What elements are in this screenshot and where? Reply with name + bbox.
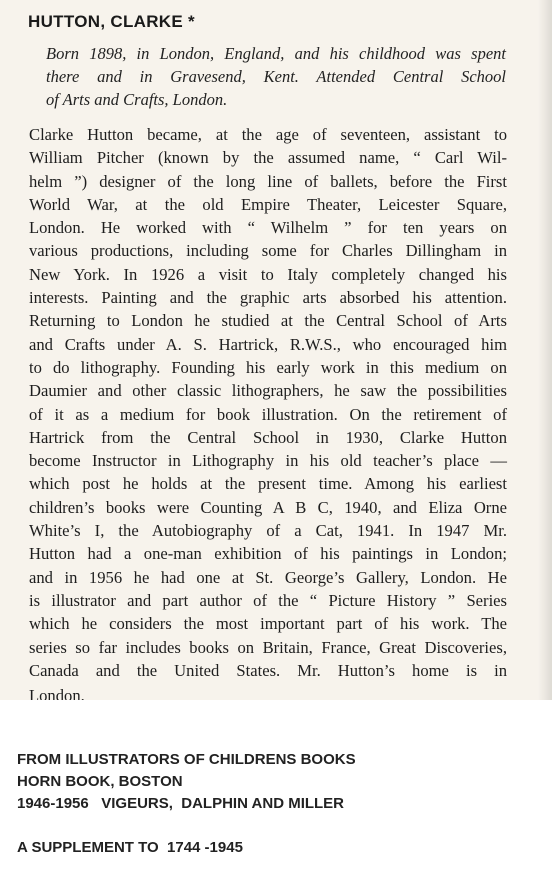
body-line: is illustrator and part author of the “ Picture History ” Series xyxy=(29,590,507,610)
body-line: series so far includes books on Britain, France, Great Discoveries, xyxy=(29,637,507,657)
body-line: which post he holds at the present time. Among his earliest xyxy=(29,474,507,494)
bio-line: there and in Gravesend, Kent. Attended Central School xyxy=(46,67,506,86)
body-line: and in 1956 he had one at St. George’s Gallery, London. He xyxy=(29,567,507,587)
body-line: helm ”) designer of the long line of ballets, before the First xyxy=(29,171,507,191)
body-line: which he considers the most important part of his work. The xyxy=(29,614,507,634)
bio-line: of Arts and Crafts, London. xyxy=(46,90,228,109)
biography-summary xyxy=(46,42,506,111)
biography-body xyxy=(29,123,507,682)
body-line: of it as a medium for book illustration. On the retirement of xyxy=(29,404,507,424)
cut-off-line xyxy=(29,684,509,700)
source-caption xyxy=(17,749,356,859)
body-line: Clarke Hutton became, at the age of seventeen, assistant to xyxy=(29,125,507,144)
caption-line-4: A SUPPLEMENT TO 1744 -1945 xyxy=(17,839,243,856)
body-line: and Crafts under A. S. Hartrick, R.W.S., who encouraged him xyxy=(29,334,507,354)
body-line: various productions, including some for Charles Dillingham in xyxy=(29,241,507,261)
caption-line-1: FROM ILLUSTRATORS OF CHILDRENS BOOKS xyxy=(17,751,356,768)
body-line: become Instructor in Lithography in his old teacher’s place — xyxy=(29,451,507,471)
page-edge-shadow xyxy=(538,0,552,700)
cut-off-text: London. xyxy=(29,686,85,700)
body-line: White’s I, the Autobiography of a Cat, 1941. In 1947 Mr. xyxy=(29,521,507,541)
body-line: Canada and the United States. Mr. Hutton’s home is in xyxy=(29,660,507,680)
body-line: Hutton had a one-man exhibition of his paintings in London; xyxy=(29,544,507,564)
body-line: Hartrick from the Central School in 1930, Clarke Hutton xyxy=(29,427,507,447)
body-line: Daumier and other classic lithographers, he saw the possibilities xyxy=(29,381,507,401)
caption-line-2: HORN BOOK, BOSTON xyxy=(17,773,183,790)
body-line: Returning to London he studied at the Central School of Arts xyxy=(29,311,507,331)
body-line: interests. Painting and the graphic arts absorbed his attention. xyxy=(29,288,507,308)
bio-line: Born 1898, in London, England, and his childhood was spent xyxy=(46,44,506,63)
body-line: World War, at the old Empire Theater, Leicester Square, xyxy=(29,194,507,214)
body-line: to do lithography. Founding his early work in this medium on xyxy=(29,357,507,377)
body-line: New York. In 1926 a visit to Italy completely changed his xyxy=(29,264,507,284)
caption-spacer xyxy=(17,815,356,837)
body-line: London. He worked with “ Wilhelm ” for ten years on xyxy=(29,218,507,238)
entry-heading: HUTTON, CLARKE * xyxy=(28,12,195,31)
caption-line-3: 1946-1956 VIGEURS, DALPHIN AND MILLER xyxy=(17,795,345,812)
body-line: children’s books were Counting A B C, 1940, and Eliza Orne xyxy=(29,497,507,517)
body-line: William Pitcher (known by the assumed name, “ Carl Wil- xyxy=(29,148,507,168)
